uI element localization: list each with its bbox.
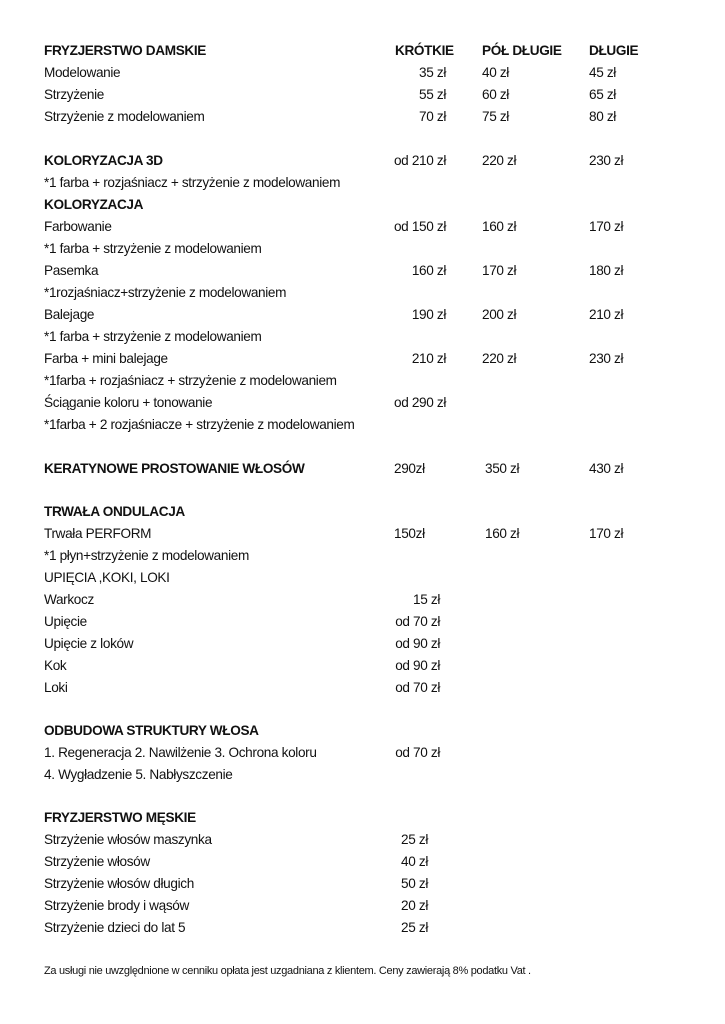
service-name: Upięcie z loków bbox=[44, 636, 134, 651]
price-long: 210 zł bbox=[589, 307, 624, 322]
service-note bbox=[0, 326, 725, 348]
price-row bbox=[0, 216, 725, 238]
section-title: KERATYNOWE PROSTOWANIE WŁOSÓW bbox=[44, 461, 305, 476]
price-row bbox=[0, 84, 725, 106]
price-row bbox=[0, 589, 725, 611]
service-name: Farbowanie bbox=[44, 219, 112, 234]
price-row bbox=[0, 348, 725, 370]
column-header-short: KRÓTKIE bbox=[395, 43, 454, 58]
price-short: 55 zł bbox=[419, 87, 446, 102]
price: 20 zł bbox=[401, 898, 428, 913]
service-name: Strzyżenie dzieci do lat 5 bbox=[44, 920, 186, 935]
price-short: 190 zł bbox=[411, 307, 446, 322]
price-row-koloryzacja-3d bbox=[0, 150, 725, 172]
service-name: Loki bbox=[44, 680, 68, 695]
service-name: Farba + mini balejage bbox=[44, 351, 168, 366]
price-short: 150zł bbox=[394, 526, 425, 541]
price-row bbox=[0, 895, 725, 917]
service-name: Strzyżenie z modelowaniem bbox=[44, 109, 205, 124]
section-title: KOLORYZACJA 3D bbox=[44, 153, 163, 168]
price-long: 170 zł bbox=[589, 219, 624, 234]
service-name: Strzyżenie włosów bbox=[44, 854, 150, 869]
price-row bbox=[0, 304, 725, 326]
price-row-keratyna bbox=[0, 458, 725, 480]
price: od 90 zł bbox=[395, 636, 440, 651]
section-header-meskie bbox=[0, 807, 725, 829]
service-name: Ściąganie koloru + tonowanie bbox=[44, 395, 213, 410]
note-text: *1 farba + strzyżenie z modelowaniem bbox=[44, 241, 262, 256]
service-name: Strzyżenie włosów maszynka bbox=[44, 832, 212, 847]
price-row bbox=[0, 106, 725, 128]
note-text: *1 farba + rozjaśniacz + strzyżenie z modelowaniem bbox=[44, 175, 341, 190]
price-short: od 210 zł bbox=[393, 153, 446, 168]
price-half-long: 160 zł bbox=[485, 526, 520, 541]
price-row bbox=[0, 260, 725, 282]
note-text: *1rozjaśniacz+strzyżenie z modelowaniem bbox=[44, 285, 287, 300]
price-half-long: 40 zł bbox=[482, 65, 509, 80]
price-half-long: 200 zł bbox=[482, 307, 517, 322]
section-header-odbudowa bbox=[0, 720, 725, 742]
price-row bbox=[0, 851, 725, 873]
section-title: FRYZJERSTWO DAMSKIE bbox=[44, 43, 207, 58]
service-note bbox=[0, 414, 725, 436]
price-long: 45 zł bbox=[589, 65, 616, 80]
service-note bbox=[0, 370, 725, 392]
price: od 90 zł bbox=[395, 658, 440, 673]
price-half-long: 75 zł bbox=[482, 109, 509, 124]
price-row bbox=[0, 917, 725, 939]
service-name: Strzyżenie brody i wąsów bbox=[44, 898, 189, 913]
price-half-long: 350 zł bbox=[485, 461, 520, 476]
price-half-long: 60 zł bbox=[482, 87, 509, 102]
price: od 70 zł bbox=[395, 680, 440, 695]
price: 25 zł bbox=[401, 920, 428, 935]
footer-disclaimer: Za usługi nie uwzględnione w cenniku opłata jest uzgadniana z klientem. Ceny zawierają 8% podatku Vat . bbox=[44, 965, 531, 977]
section-title: TRWAŁA ONDULACJA bbox=[44, 504, 185, 519]
price-row bbox=[0, 742, 725, 764]
price-long: 65 zł bbox=[589, 87, 616, 102]
service-name: 1. Regeneracja 2. Nawilżenie 3. Ochrona koloru bbox=[44, 745, 317, 760]
price-half-long: 220 zł bbox=[482, 153, 517, 168]
service-name: Upięcie bbox=[44, 614, 87, 629]
section-title: FRYZJERSTWO MĘSKIE bbox=[44, 810, 196, 825]
price-short: 35 zł bbox=[419, 65, 446, 80]
price-long: 170 zł bbox=[589, 526, 624, 541]
service-note bbox=[0, 764, 725, 786]
price-long: 430 zł bbox=[589, 461, 624, 476]
price-long: 230 zł bbox=[589, 153, 624, 168]
note-text: *1 farba + strzyżenie z modelowaniem bbox=[44, 329, 262, 344]
note-text: *1farba + 2 rozjaśniacze + strzyżenie z modelowaniem bbox=[44, 417, 355, 432]
service-name: Warkocz bbox=[44, 592, 94, 607]
section-header-damskie bbox=[0, 40, 725, 62]
service-note bbox=[0, 238, 725, 260]
price-row bbox=[0, 655, 725, 677]
service-name: Trwała PERFORM bbox=[44, 526, 152, 541]
price-short: 70 zł bbox=[419, 109, 446, 124]
section-title: KOLORYZACJA bbox=[44, 197, 144, 212]
price-row bbox=[0, 523, 725, 545]
service-note bbox=[0, 172, 725, 194]
note-text: *1farba + rozjaśniacz + strzyżenie z modelowaniem bbox=[44, 373, 337, 388]
service-note bbox=[0, 282, 725, 304]
service-name: Strzyżenie włosów długich bbox=[44, 876, 194, 891]
price-row bbox=[0, 829, 725, 851]
column-header-long: DŁUGIE bbox=[589, 43, 639, 58]
price: od 70 zł bbox=[395, 614, 440, 629]
price-short: 210 zł bbox=[411, 351, 446, 366]
section-header-trwala bbox=[0, 501, 725, 523]
price: 40 zł bbox=[401, 854, 428, 869]
service-name: Kok bbox=[44, 658, 67, 673]
service-name-continued: 4. Wygładzenie 5. Nabłyszczenie bbox=[44, 767, 233, 782]
section-header-upiecia bbox=[0, 567, 725, 589]
section-title: ODBUDOWA STRUKTURY WŁOSA bbox=[44, 723, 259, 738]
section-header-koloryzacja bbox=[0, 194, 725, 216]
section-title: UPIĘCIA ,KOKI, LOKI bbox=[44, 570, 170, 585]
price-half-long: 160 zł bbox=[482, 219, 517, 234]
service-name: Strzyżenie bbox=[44, 87, 104, 102]
service-name: Pasemka bbox=[44, 263, 99, 278]
price: 25 zł bbox=[401, 832, 428, 847]
price-row bbox=[0, 633, 725, 655]
price-row bbox=[0, 873, 725, 895]
price-short: od 150 zł bbox=[393, 219, 446, 234]
column-header-half-long: PÓŁ DŁUGIE bbox=[482, 43, 562, 58]
price-long: 180 zł bbox=[589, 263, 624, 278]
service-name: Modelowanie bbox=[44, 65, 121, 80]
price-long: 230 zł bbox=[589, 351, 624, 366]
price: 15 zł bbox=[413, 592, 440, 607]
price-row bbox=[0, 611, 725, 633]
price-half-long: 220 zł bbox=[482, 351, 517, 366]
price-row bbox=[0, 62, 725, 84]
price-row bbox=[0, 677, 725, 699]
price-long: 80 zł bbox=[589, 109, 616, 124]
price-half-long: 170 zł bbox=[482, 263, 517, 278]
note-text: *1 płyn+strzyżenie z modelowaniem bbox=[44, 548, 249, 563]
price: 50 zł bbox=[401, 876, 428, 891]
price-short: 160 zł bbox=[411, 263, 446, 278]
service-name: Balejage bbox=[44, 307, 95, 322]
service-note bbox=[0, 545, 725, 567]
price-short: 290zł bbox=[394, 461, 425, 476]
price-short: od 290 zł bbox=[394, 395, 447, 410]
price-row bbox=[0, 392, 725, 414]
price: od 70 zł bbox=[395, 745, 440, 760]
